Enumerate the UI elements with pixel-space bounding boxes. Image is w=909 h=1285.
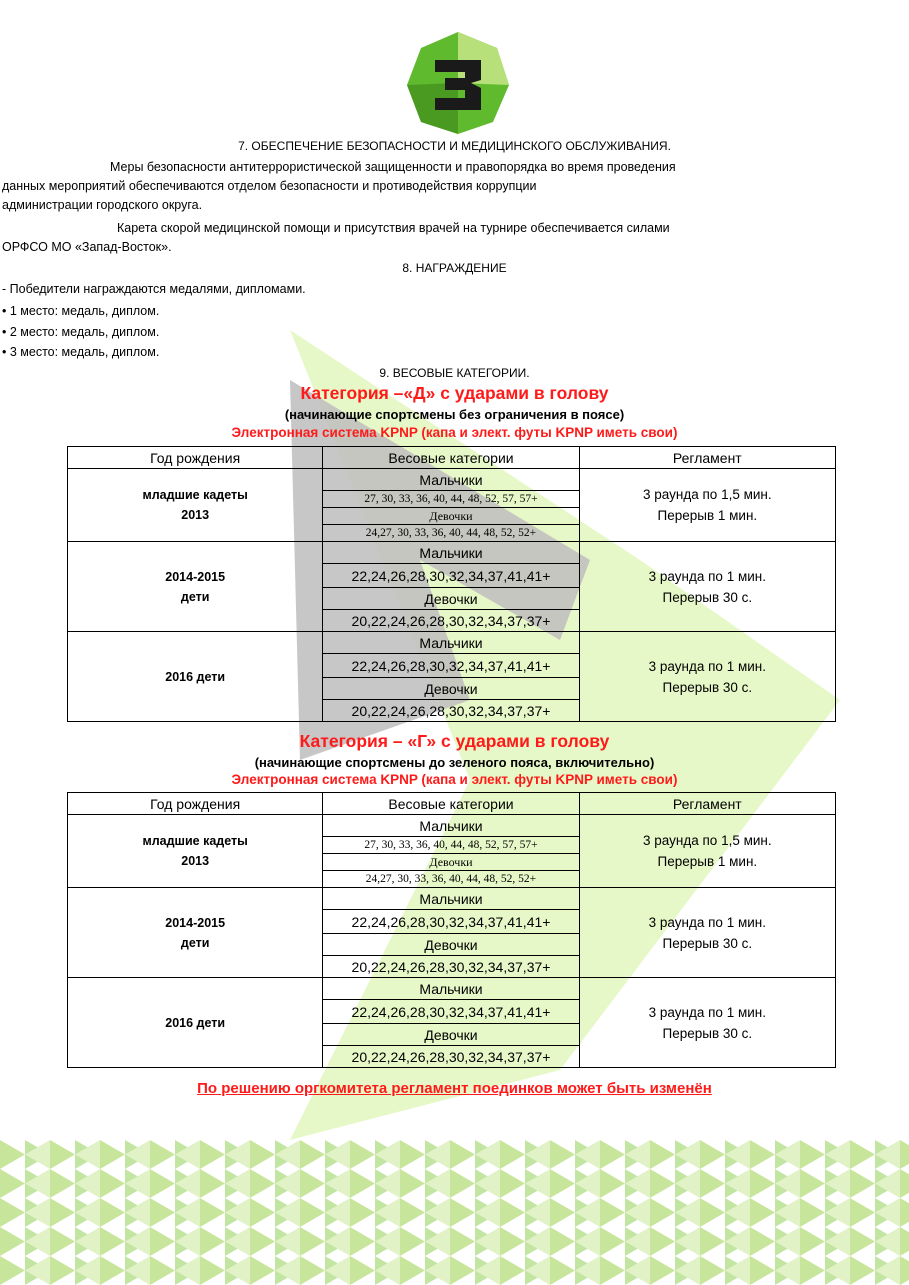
safety-paragraph-2 [0, 219, 845, 257]
age-line: 2014-2015 [165, 915, 226, 930]
age-group-cell [68, 469, 323, 542]
text-line: Карета скорой медицинской помощи и присутствия врачей на турнире обеспечивается силами [117, 221, 670, 235]
text-line: Меры безопасности антитеррористической защищенности и правопорядка во время проведения [110, 160, 676, 174]
text-line: ОРФСО МО «Запад-Восток». [2, 240, 172, 254]
category-g-title: Категория – «Г» с ударами в голову [299, 731, 610, 751]
gender-label: Мальчики [323, 978, 579, 1000]
weight-list: 22,24,26,28,30,32,34,37,41,41+ [323, 910, 579, 934]
safety-paragraph-1 [0, 158, 845, 215]
gender-label: Мальчики [323, 888, 579, 910]
bottom-triangle-pattern [0, 1140, 909, 1285]
age-group-cell [68, 815, 323, 888]
header-weights: Весовые категории [323, 793, 579, 815]
age-line: 2013 [181, 508, 210, 522]
gender-label: Девочки [323, 588, 579, 610]
age-group-cell [68, 978, 323, 1068]
weight-list: 20,22,24,26,28,30,32,34,37,37+ [323, 956, 579, 978]
weights-table-d [67, 446, 836, 722]
gender-label: Девочки [323, 508, 579, 525]
rules-cell [579, 978, 835, 1068]
category-d-subtitle: (начинающие спортсмены без ограничения в поясе) [284, 407, 625, 422]
header-year: Год рождения [68, 447, 323, 469]
weight-list: 27, 30, 33, 36, 40, 44, 48, 52, 57, 57+ [323, 491, 579, 508]
rules-cell [579, 632, 835, 722]
weights-table-g [67, 792, 836, 1068]
weight-list: 22,24,26,28,30,32,34,37,41,41+ [323, 1000, 579, 1024]
gender-label: Девочки [323, 854, 579, 871]
age-line: 2013 [181, 854, 210, 868]
award-item: • 2 место: медаль, диплом. [2, 325, 160, 339]
weight-list: 20,22,24,26,28,30,32,34,37,37+ [323, 700, 579, 722]
age-group-cell [68, 542, 323, 632]
header-rules: Регламент [579, 793, 835, 815]
age-line: дети [180, 589, 210, 604]
rules-line: Перерыв 30 с. [662, 679, 753, 695]
rules-cell [579, 888, 835, 978]
weight-list: 24,27, 30, 33, 36, 40, 44, 48, 52, 52+ [323, 871, 579, 888]
awards-intro: - Победители награждаются медалями, дипломами. [2, 282, 306, 296]
footer-note: По решению оргкомитета регламент поединков может быть изменён [197, 1080, 712, 1097]
rules-line: Перерыв 30 с. [662, 935, 753, 951]
header-year: Год рождения [68, 793, 323, 815]
rules-line: Перерыв 30 с. [662, 1025, 753, 1041]
rules-line: Перерыв 1 мин. [657, 854, 758, 869]
header-rules: Регламент [579, 447, 835, 469]
rules-line: 3 раунда по 1 мин. [648, 568, 766, 584]
rules-line: 3 раунда по 1,5 мин. [643, 833, 772, 848]
rules-cell [579, 469, 835, 542]
age-line: младшие кадеты [142, 488, 248, 502]
award-item: • 1 место: медаль, диплом. [2, 304, 160, 318]
rules-line: 3 раунда по 1 мин. [648, 658, 766, 674]
category-d-system: Электронная система KPNP (капа и элект. футы KPNP иметь свои) [231, 425, 678, 440]
rules-line: 3 раунда по 1 мин. [648, 1004, 766, 1020]
header-weights: Весовые категории [323, 447, 579, 469]
age-line: 2016 дети [165, 1015, 226, 1030]
award-item: • 3 место: медаль, диплом. [2, 345, 160, 359]
text-line: данных мероприятий обеспечиваются отделом безопасности и противодействия коррупции [2, 179, 537, 193]
age-group-cell [68, 632, 323, 722]
category-g-subtitle: (начинающие спортсмены до зеленого пояса, включительно) [254, 755, 655, 770]
age-line: дети [180, 935, 210, 950]
section-9-title: 9. ВЕСОВЫЕ КАТЕГОРИИ. [379, 366, 530, 380]
age-line: младшие кадеты [142, 834, 248, 848]
age-line: 2014-2015 [165, 569, 226, 584]
gender-label: Мальчики [323, 542, 579, 564]
weight-list: 24,27, 30, 33, 36, 40, 44, 48, 52, 52+ [323, 525, 579, 542]
gender-label: Девочки [323, 934, 579, 956]
gender-label: Девочки [323, 678, 579, 700]
gender-label: Мальчики [323, 815, 579, 837]
rules-line: 3 раунда по 1,5 мин. [643, 487, 772, 502]
rules-cell [579, 542, 835, 632]
age-group-cell [68, 888, 323, 978]
gender-label: Девочки [323, 1024, 579, 1046]
weight-list: 27, 30, 33, 36, 40, 44, 48, 52, 57, 57+ [323, 837, 579, 854]
weight-list: 22,24,26,28,30,32,34,37,41,41+ [323, 564, 579, 588]
section-7-title: 7. ОБЕСПЕЧЕНИЕ БЕЗОПАСНОСТИ И МЕДИЦИНСКОГО ОБСЛУЖИВАНИЯ. [238, 139, 671, 153]
age-line: 2016 дети [165, 669, 226, 684]
rules-line: Перерыв 30 с. [662, 589, 753, 605]
organization-logo [405, 30, 511, 136]
text-line: администрации городского округа. [2, 198, 203, 212]
rules-cell [579, 815, 835, 888]
gender-label: Мальчики [323, 469, 579, 491]
section-8-title: 8. НАГРАЖДЕНИЕ [402, 261, 507, 275]
rules-line: Перерыв 1 мин. [657, 508, 758, 523]
weight-list: 20,22,24,26,28,30,32,34,37,37+ [323, 610, 579, 632]
weight-list: 20,22,24,26,28,30,32,34,37,37+ [323, 1046, 579, 1068]
category-d-title: Категория –«Д» с ударами в голову [300, 383, 609, 403]
rules-line: 3 раунда по 1 мин. [648, 914, 766, 930]
weight-list: 22,24,26,28,30,32,34,37,41,41+ [323, 654, 579, 678]
category-g-system: Электронная система KPNP (капа и элект. футы KPNP иметь свои) [231, 772, 678, 787]
gender-label: Мальчики [323, 632, 579, 654]
